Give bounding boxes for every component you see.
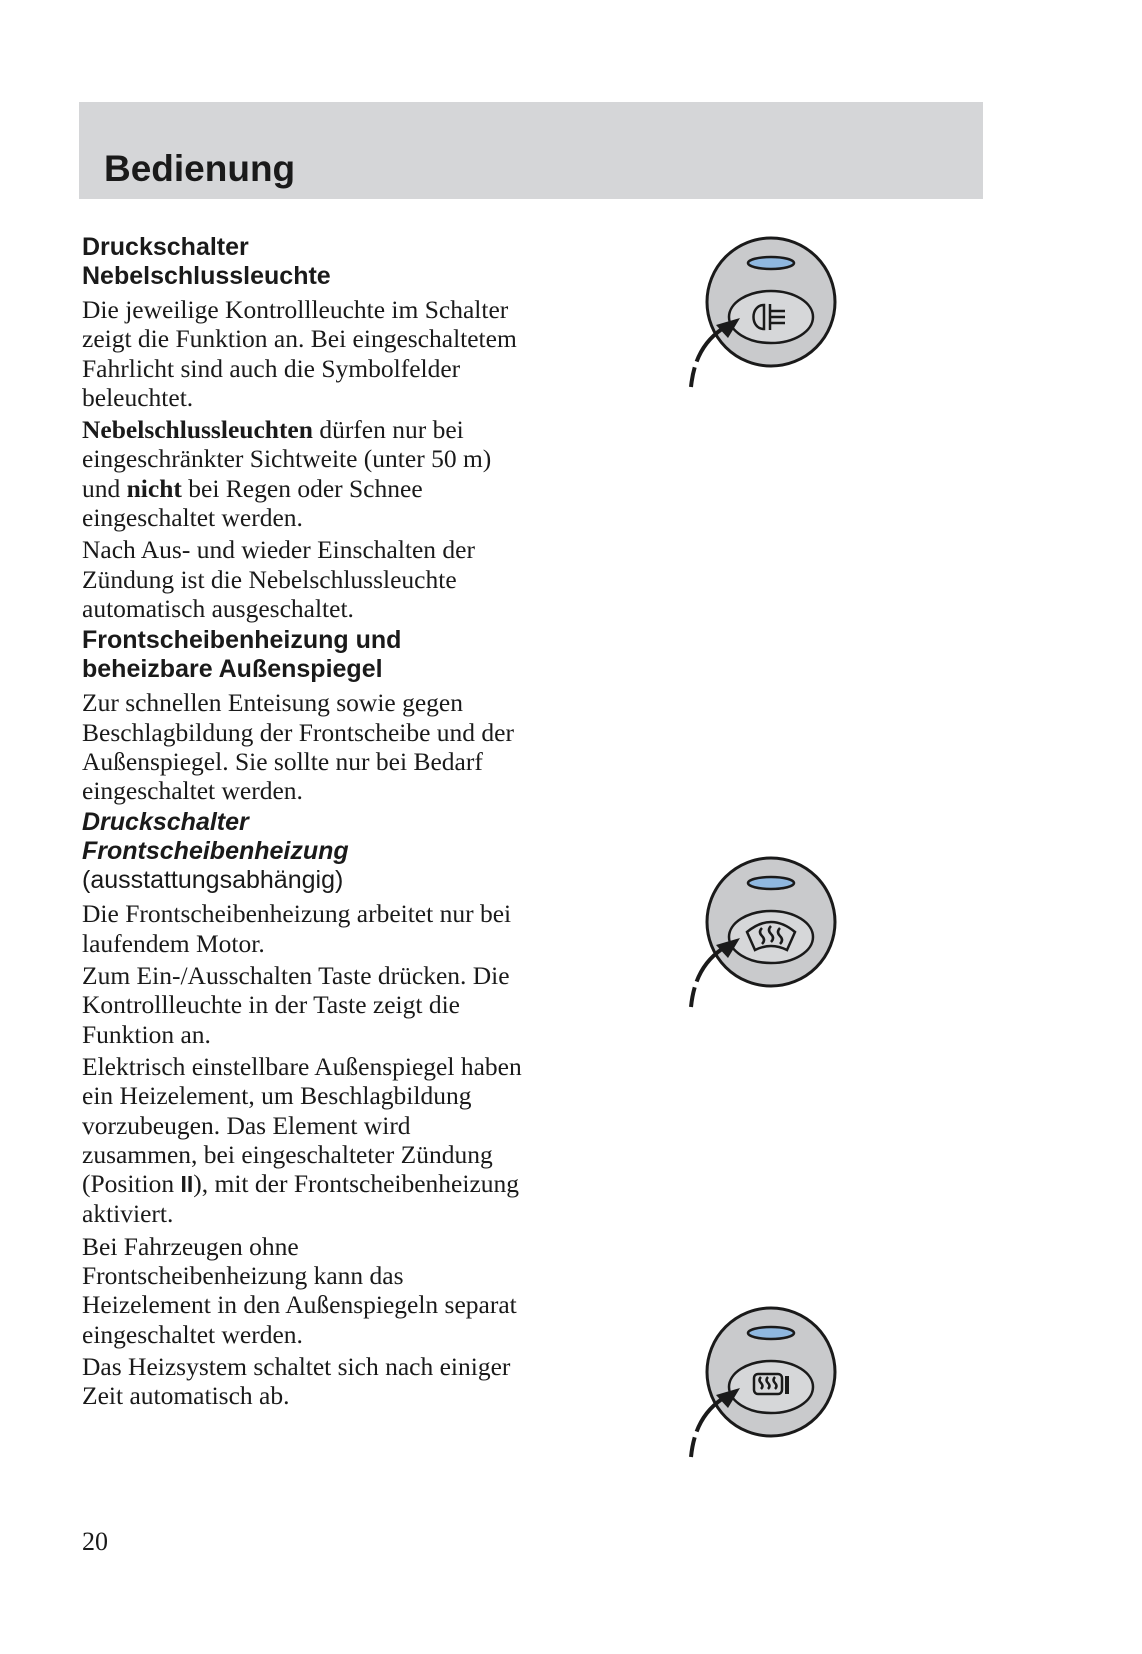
fog-switch-heading: Druckschalter Nebelschlussleuchte [82,233,331,290]
mirror-switch-figure [684,1302,844,1462]
windscreen-switch-heading: Druckschalter Frontscheibenheizung [82,808,349,866]
windscreen-paragraph-1: Die Frontscheibenheizung arbeitet nur bei laufendem Motor. [82,899,512,958]
indicator-lamp [748,1327,794,1339]
header-band [79,102,983,199]
fog-paragraph-3: Nach Aus- und wieder Einschalten der Zündung ist die Nebelschlussleuchte automatisch ausgeschaltet. [82,535,475,623]
windscreen-paragraph-3: Elektrisch einstellbare Außenspiegel haben ein Heizelement, um Beschlagbildung vorzubeugen. Das Element wird zusammen, bei eingeschalteter Zündung (Position II), mit der Frontscheibenheizung aktiviert. [82,1051,522,1229]
indicator-lamp [748,257,794,269]
windscreen-subheading: (ausstattungsabhängig) [82,866,344,895]
page-number: 20 [82,1527,108,1556]
heating-heading: Frontscheibenheizung und beheizbare Außenspiegel [82,626,402,684]
heating-paragraph-1: Zur schnellen Enteisung sowie gegen Beschlagbildung der Frontscheibe und der Außenspiegel. Sie sollte nur bei Bedarf eingeschaltet werden. [82,688,514,806]
page-title: Bedienung [104,148,296,189]
windscreen-paragraph-2: Zum Ein-/Ausschalten Taste drücken. Die Kontrollleuchte in der Taste zeigt die Funktion an. [82,961,510,1049]
indicator-lamp [748,877,794,889]
text-column [82,233,522,1414]
fog-switch-figure [684,232,844,392]
windscreen-paragraph-4: Bei Fahrzeugen ohne Frontscheibenheizung kann das Heizelement in den Außenspiegeln separat eingeschaltet werden. [82,1231,517,1349]
fog-paragraph-1: Die jeweilige Kontrollleuchte im Schalter zeigt die Funktion an. Bei eingeschaltetem Fahrlicht sind auch die Symbolfelder beleuchtet. [82,295,517,412]
windscreen-paragraph-5: Das Heizsystem schaltet sich nach einiger Zeit automatisch ab. [82,1351,511,1411]
windscreen-switch-figure [684,852,844,1012]
fog-paragraph-2: Nebelschlussleuchten dürfen nur bei eingeschränkter Sichtweite (unter 50 m) und nicht bei Regen oder Schnee eingeschaltet werden. [82,415,492,533]
